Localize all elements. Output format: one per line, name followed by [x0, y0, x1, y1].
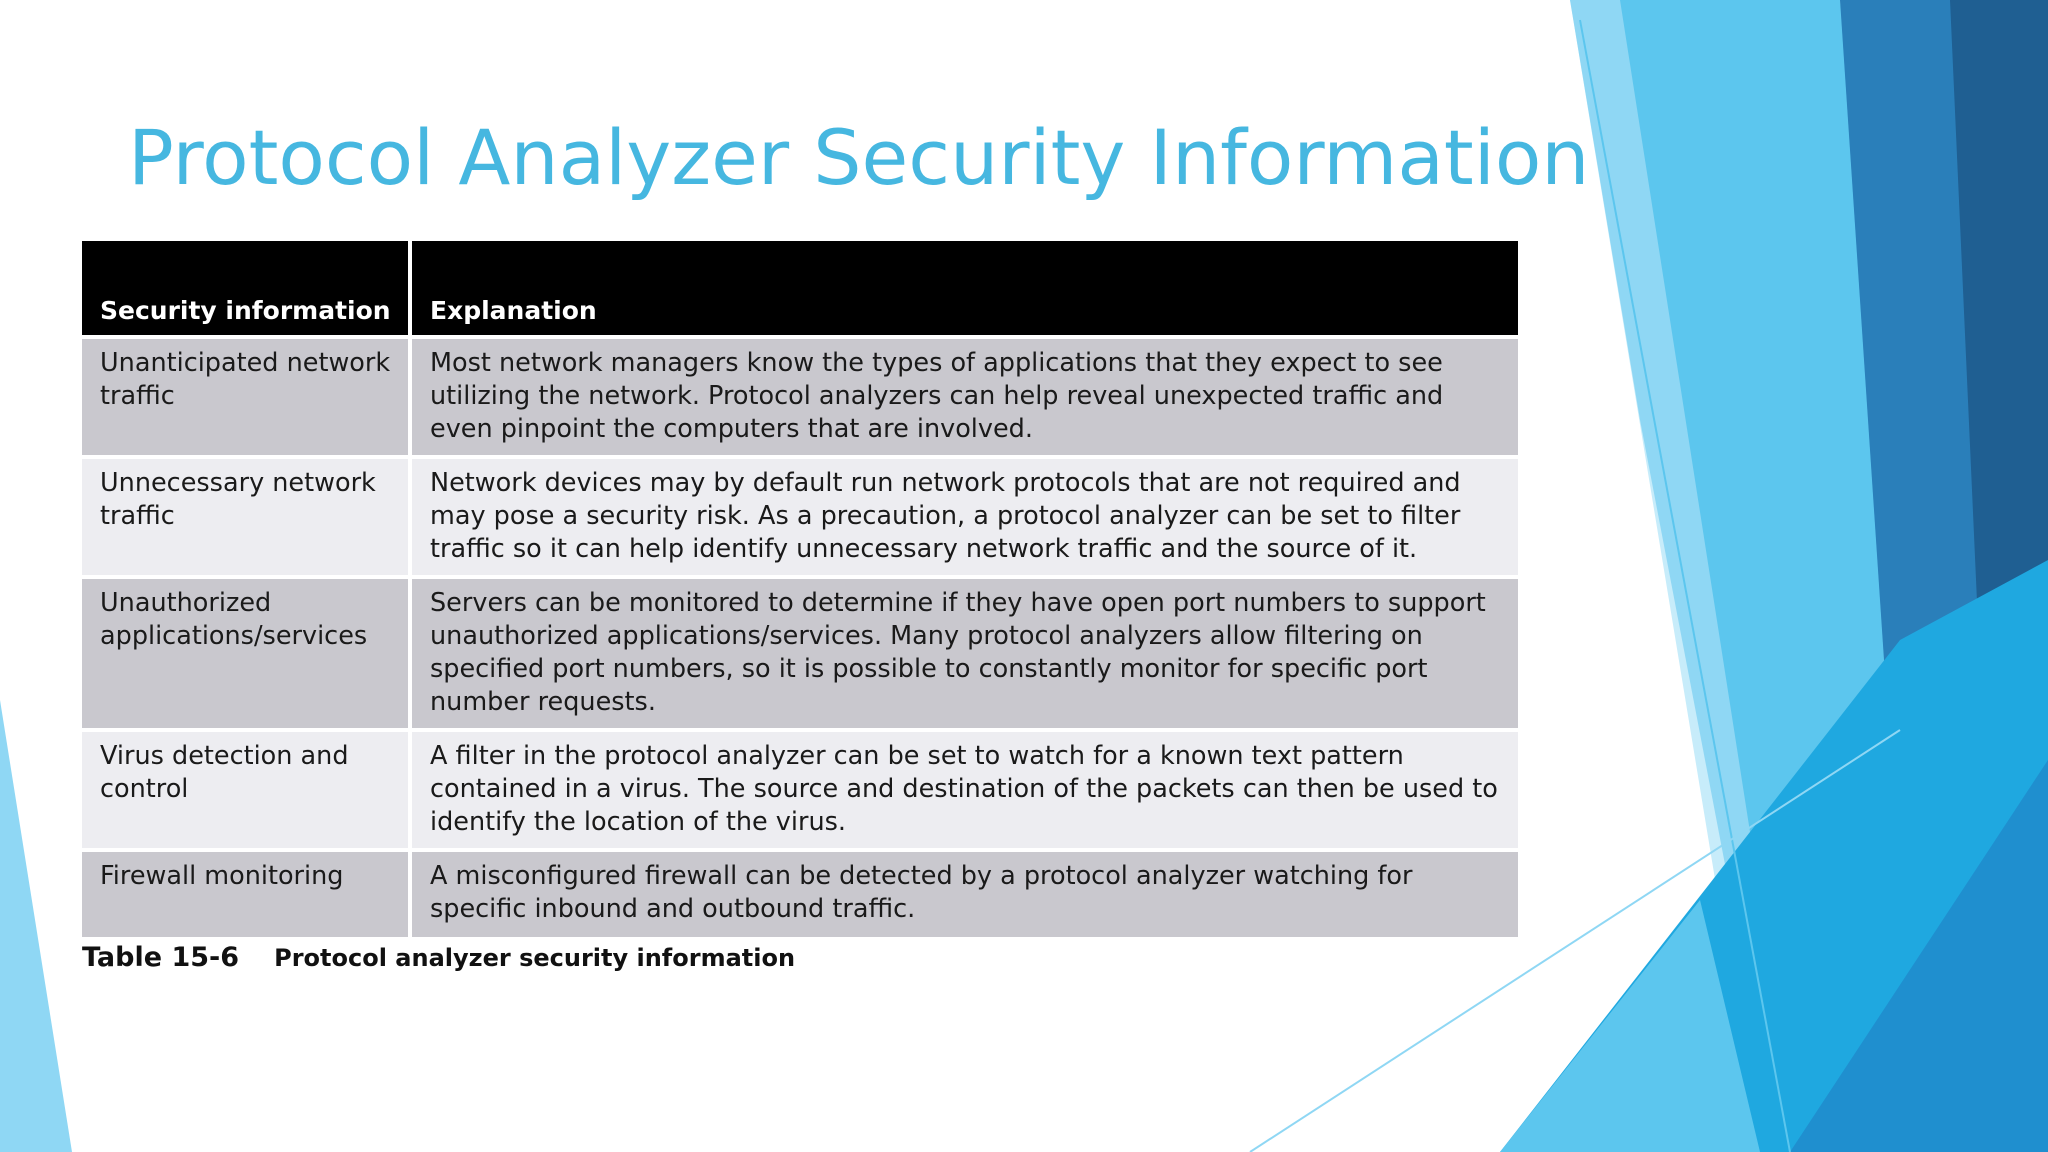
explanation-cell: Most network managers know the types of applications that they expect to see utilizing the network. Protocol analyzers can help reveal unexpected traffic and even pinpoint the computers that are involved. — [410, 337, 1518, 457]
security-table — [82, 241, 1518, 937]
security-item-cell: Unanticipated network traffic — [82, 337, 410, 457]
explanation-cell: Network devices may by default run network protocols that are not required and may pose a security risk. As a precaution, a protocol analyzer can be set to filter traffic so it can help identify unnecessary network traffic and the source of it. — [410, 457, 1518, 577]
explanation-cell: A misconfigured firewall can be detected by a protocol analyzer watching for specific inbound and outbound traffic. — [410, 850, 1518, 937]
security-item-cell: Unnecessary network traffic — [82, 457, 410, 577]
page-title: Protocol Analyzer Security Information — [128, 113, 1590, 202]
security-item-cell: Firewall monitoring — [82, 850, 410, 937]
table-row — [82, 337, 1518, 457]
table-caption-text: Protocol analyzer security information — [274, 944, 796, 972]
column-header-security-information: Security information — [82, 241, 410, 337]
table-row — [82, 457, 1518, 577]
explanation-cell: Servers can be monitored to determine if they have open port numbers to support unauthorized applications/services. Many protocol analyzers allow filtering on specified port numbers, so it is possible to constantly monitor for specific port number requests. — [410, 577, 1518, 730]
table-row — [82, 850, 1518, 937]
security-item-cell: Unauthorized applications/services — [82, 577, 410, 730]
table-caption-label: Table 15-6 — [82, 942, 240, 973]
explanation-cell: A filter in the protocol analyzer can be set to watch for a known text pattern contained in a virus. The source and destination of the packets can then be used to identify the location of the virus. — [410, 730, 1518, 850]
table-header-row — [82, 241, 1518, 337]
security-table-container — [82, 241, 1518, 937]
security-item-cell: Virus detection and control — [82, 730, 410, 850]
left-facet-shape — [0, 700, 72, 1152]
table-row — [82, 577, 1518, 730]
table-row — [82, 730, 1518, 850]
table-caption — [82, 942, 795, 973]
column-header-explanation: Explanation — [410, 241, 1518, 337]
